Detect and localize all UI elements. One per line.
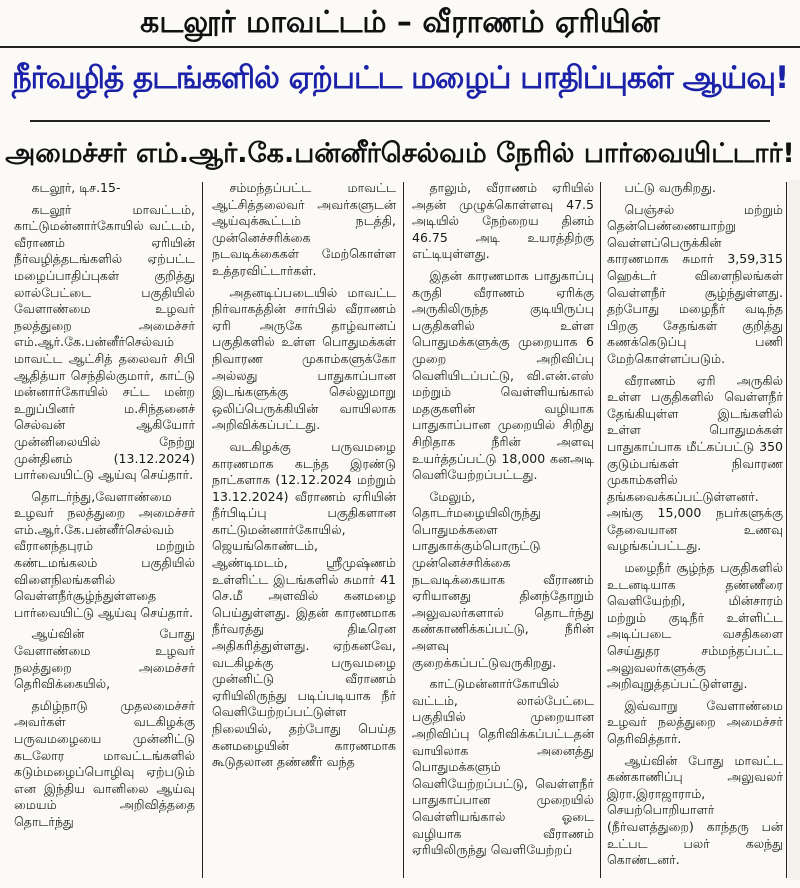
paragraph: பட்டு வருகிறது. (624, 180, 716, 195)
paragraph: வீராணம் ஏரி அருகில் உள்ள பகுதிகளில் வெள்ளநீர் தேங்கியுள்ள இடங்களில் உள்ள பொதுமக்கள் பாதுகாப்பாக மீட்கப்பட்டு 350 குடும்பங்கள் நிவாரண முகாம்களில் தங்கவைக்கப்பட்டுள்ளனர். அங்கு 15,000 நபர்களுக்கு தேவையான உணவு வழங்கப்பட்டது. (607, 372, 783, 554)
article-column-2 (212, 180, 396, 880)
paragraph: அதனடிப்படையில் மாவட்ட நிர்வாகத்தின் சார்பில் வீராணம் ஏரி அருகே தாழ்வானப் பகுதிகளில் உள்ள பொதுமக்கள் நிவாரண முகாம்களுக்கோ அல்லது பாதுகாப்பான இடங்களுக்கு செல்லுமாறு ஒலிப்பெருக்கியின் வாயிலாக அறிவிக்கப்பட்டது. (212, 284, 396, 433)
paragraph: மழைநீர் சூழ்ந்த பகுதிகளில் உடனடியாக தண்ணீரை வெளியேற்றி, மின்சாரம் மற்றும் குடிநீர் உள்ளிட்ட அடிப்படை வசதிகளை செய்துதர சம்மந்தப்பட்ட அலுவலர்களுக்கு அறிவுறுத்தப்பட்டுள்ளது. (607, 560, 783, 692)
column-divider (202, 182, 203, 878)
headline: நீர்வழித் தடங்களில் ஏற்பட்ட மழைப் பாதிப்புகள் ஆய்வு! (11, 60, 789, 96)
paragraph: ஆய்வின் போது வேளாண்மை உழவர் நலத்துறை அமைச்சர் தெரிவிக்கையில், (14, 626, 195, 692)
headline-rule (30, 120, 770, 122)
paragraph: காட்டுமன்னார்கோயில் வட்டம், லால்பேட்டை பகுதியில் முறையான அறிவிப்பு தெரிவிக்கப்பட்டதன் வாயிலாக அனைத்து பொதுமக்களும் வெளியேற்றப்பட்டு, வெள்ளநீர் பாதுகாப்பான முறையில் வெள்ளியங்கால் ஓடை வழியாக வீராணம் ஏரியிலிருந்து வெளியேற்றப் (412, 676, 594, 858)
dateline: கடலூர், டிச.15- (31, 180, 121, 195)
paragraph: தொடர்ந்து,வேளாண்மை உழவர் நலத்துறை அமைச்சர் எம்.ஆர்.கே.பன்னீர்செல்வம் வீரானந்தபுரம் மற்றும் கண்டமங்கலம் பகுதியில் விளைநிலங்களில் வெள்ளநீர்சூழ்ந்துள்ளதை பார்வையிட்டு ஆய்வு செய்தார். (14, 488, 195, 620)
paragraph: கடலூர் மாவட்டம், காட்டுமன்னார்கோயில் வட்டம், வீராணம் ஏரியின் நீர்வழித்தடங்களில் ஏற்பட்ட மழைப்பாதிப்புகள் குறித்து லால்பேட்டை பகுதியில் வேளாண்மை உழவர் நலத்துறை அமைச்சர் எம்.ஆர்.கே.பன்னீர்செல்வம் மாவட்ட ஆட்சித் தலைவர் சிபி ஆதித்யா செந்தில்குமார், காட்டு மன்னார்கோயில் சட்ட மன்ற உறுப்பினர் ம.சிந்தனைச் செல்வன் ஆகியோர் முன்னிலையில் நேற்று முன்தினம் (13.12.2024) பார்வையிட்டு ஆய்வு செய்தார். (14, 201, 195, 483)
paragraph: பெஞ்சல் மற்றும் தென்பெண்ணையாற்று வெள்ளப்பெருக்கின் காரணமாக சுமார் 3,59,315 ஹெக்டர் விளைநிலங்கள் வெள்ளநீர் சூழ்ந்துள்ளது. தற்போது மழைநீர் வடிந்த பிறகு சேதங்கள் குறித்து கணக்கெடுப்பு பணி மேற்கொள்ளப்படும். (607, 201, 783, 366)
paragraph: வடகிழக்கு பருவமழை காரணமாக கடந்த இரண்டு நாட்களாக (12.12.2024 மற்றும் 13.12.2024) வீராணம் ஏரியின் நீர்பிடிப்பு பகுதிகளான காட்டுமன்னார்கோயில், ஜெயங்கொண்டம், ஆண்டிமடம், ஸ்ரீமுஷ்ணம் உள்ளிட்ட இடங்களில் சுமார் 41 செ.மீ அளவில் கனமழை பெய்துள்ளது. இதன் காரணமாக நீர்வரத்து திடீரென அதிகரித்துள்ளது. ஏற்கனவே, வடகிழக்கு பருவமழை முன்னிட்டு வீராணம் ஏரியிலிருந்து படிப்படியாக நீர் வெளியேற்றப்பட்டுள்ள நிலையில், தற்போது பெய்த கனமழையின் காரணமாக கூடுதலான தண்ணீர் வந்த (212, 438, 396, 770)
column-divider (786, 182, 787, 878)
article-column-3 (412, 180, 594, 880)
article-column-4 (607, 180, 783, 880)
paragraph: தாலும், வீராணம் ஏரியில் அதன் முழுக்கொள்ளவு 47.5 அடியில் நேற்றைய தினம் 46.75 அடி உயரத்திற்கு எட்டியுள்ளது. (412, 180, 594, 262)
paragraph: தமிழ்நாடு முதலமைச்சர் அவர்கள் வடகிழக்கு பருவமழையை முன்னிட்டு கடலோர மாவட்டங்களில் கடும்மழைப்பொழிவு ஏற்படும் என இந்திய வானிலை ஆய்வு மையம் அறிவித்ததை தொடர்ந்து (14, 697, 195, 829)
subheadline: அமைச்சர் எம்.ஆர்.கே.பன்னீர்செல்வம் நேரில் பார்வையிட்டார்! (5, 138, 795, 169)
column-divider (600, 182, 601, 878)
paragraph: இதன் காரணமாக பாதுகாப்பு கருதி வீராணம் ஏரிக்கு அருகிலிருந்த குடியிருப்பு பகுதிகளில் உள்ள பொதுமக்களுக்கு முறையாக 6 முறை அறிவிப்பு வெளியிடப்பட்டு, வி.என்.எஸ் மற்றும் வெள்ளியங்கால் மதகுகளின் வழியாக பாதுகாப்பான முறையில் சிறிது சிறிதாக நீரின் அளவு உயர்த்தப்பட்டு 18,000 கனஅடி வெளியேற்றப்பட்டது. (412, 267, 594, 483)
paragraph: ஆய்வின் போது மாவட்ட கண்காணிப்பு அலுவலர் இரா.இராஜாராம், செயற்பொறியாளர் (நீர்வளத்துறை) காந்தரு பன் உட்பட பலர் கலந்து கொண்டனர். (607, 752, 783, 868)
paragraph: சம்மந்தப்பட்ட மாவட்ட ஆட்சித்தலைவர் அவர்களுடன் ஆய்வுக்கூட்டம் நடத்தி, முன்னெச்சரிக்கை நடவடிக்கைகள் மேற்கொள்ள உத்தரவிட்டார்கள். (212, 180, 396, 278)
kicker-title: கடலூர் மாவட்டம் – வீராணம் ஏரியின் (140, 5, 660, 40)
column-divider (403, 182, 404, 878)
paragraph: இவ்வாறு வேளாண்மை உழவர் நலத்துறை அமைச்சர் தெரிவித்தார். (607, 697, 783, 746)
paragraph: மேலும், தொடர்மழையிலிருந்து பொதுமக்களை பாதுகாக்கும்பொருட்டு முன்னெச்சரிக்கை நடவடிக்கையாக வீராணம் ஏரியானது தினந்தோறும் அலுவலர்களால் தொடர்ந்து கண்காணிக்கப்பட்டு, நீரின் அளவு குறைக்கப்பட்டுவருகிறது. (412, 488, 594, 670)
article-column-1 (14, 180, 195, 880)
adjacent-article-edge (788, 180, 800, 880)
